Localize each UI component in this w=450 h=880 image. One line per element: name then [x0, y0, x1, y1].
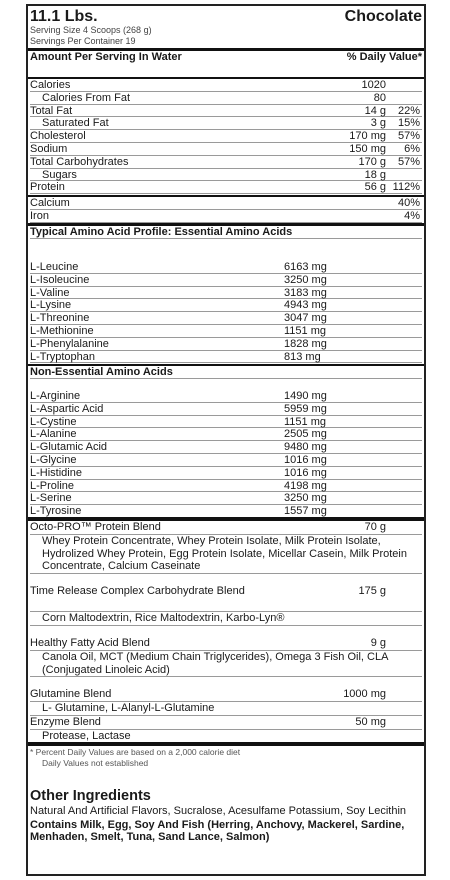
amino-acid-amount: 813 mg [284, 350, 321, 363]
amino-acid-row [30, 428, 422, 441]
nutrient-name: Protein [30, 181, 65, 194]
amino-acid-row [30, 351, 422, 364]
amino-acid-row [30, 299, 422, 312]
glutamine-blend [30, 688, 422, 716]
allergen-statement: Contains Milk, Egg, Soy And Fish (Herring, Anchovy, Mackerel, Sardine, Menhaden, Smelt, Tuna, Sand Lance, Salmon) [30, 818, 405, 843]
nutrient-amount: 1020 [361, 79, 386, 91]
amino-acid-name: L-Valine [30, 286, 70, 299]
amino-acid-amount: 4198 mg [284, 479, 327, 492]
nutrient-name: Sugars [42, 168, 77, 181]
essential-amino-rows [30, 261, 422, 363]
blend-ingredients: Whey Protein Concentrate, Whey Protein Isolate, Milk Protein Isolate, Hydrolized Whey Protein, Egg Protein Isolate, Micellar Casein, Milk Protein Concentrate, Calcium Caseinate [30, 535, 422, 574]
blend-title: Time Release Complex Carbohydrate Blend [30, 585, 245, 597]
amino-acid-name: L-Histidine [30, 466, 82, 479]
nutrient-daily-value: 57% [397, 130, 420, 143]
daily-value-header: % Daily Value* [346, 51, 422, 63]
amino-acid-row [30, 312, 422, 325]
nutrient-amount: 18 g [364, 168, 386, 181]
nutrient-row [30, 79, 422, 92]
amino-acid-amount: 1016 mg [284, 466, 327, 479]
nutrient-daily-value: 22% [397, 104, 420, 117]
amino-acid-name: L-Threonine [30, 312, 90, 325]
amino-acid-amount: 1828 mg [284, 337, 327, 350]
mineral-row [30, 210, 422, 223]
blend-title: Healthy Fatty Acid Blend [30, 637, 150, 649]
nutrient-amount: 56 g [364, 181, 386, 194]
amino-acid-amount: 1016 mg [284, 453, 327, 466]
amino-acid-row [30, 325, 422, 338]
enzyme-blend [30, 716, 422, 744]
amino-acid-row [30, 480, 422, 493]
nutrient-amount: 3 g [370, 117, 386, 130]
amino-acid-row [30, 403, 422, 416]
blend-amount: 9 g [370, 637, 386, 649]
nutrient-row [30, 143, 422, 156]
other-ingredients-title: Other Ingredients [30, 788, 151, 804]
amino-acid-row [30, 454, 422, 467]
nutrient-amount: 170 g [358, 155, 386, 168]
nutrient-row [30, 130, 422, 143]
essential-amino-title: Typical Amino Acid Profile: Essential Amino Acids [30, 226, 422, 239]
mineral-name: Calcium [30, 197, 70, 209]
amino-acid-name: L-Leucine [30, 261, 79, 273]
amino-acid-row [30, 274, 422, 287]
blend-amount: 175 g [358, 585, 386, 597]
mineral-rows [30, 197, 422, 223]
blend-amount: 70 g [364, 521, 386, 533]
amino-acid-amount: 1151 mg [284, 324, 326, 337]
blend-title: Enzyme Blend [30, 716, 101, 728]
amino-acid-name: L-Aspartic Acid [30, 402, 104, 415]
amino-acid-name: L-Serine [30, 492, 72, 505]
daily-value-footnote: * Percent Daily Values are based on a 2,000 calorie diet [30, 747, 241, 757]
amino-acid-amount: 1490 mg [284, 390, 327, 402]
column-headers [30, 51, 422, 64]
amino-acid-name: L-Glutamic Acid [30, 441, 108, 454]
blend-ingredients: L- Glutamine, L-Alanyl-L-Glutamine [30, 702, 422, 716]
net-weight: 11.1 Lbs. [30, 8, 98, 25]
amino-acid-amount: 4943 mg [284, 299, 327, 312]
serving-size: Serving Size 4 Scoops (268 g) [30, 25, 152, 35]
flavor-name: Chocolate [344, 8, 422, 25]
amino-acid-name: L-Tryptophan [30, 350, 96, 363]
other-ingredients [30, 788, 422, 844]
nutrient-row [30, 117, 422, 130]
amino-acid-amount: 3250 mg [284, 492, 327, 505]
footnotes [30, 747, 422, 769]
nutrient-rows [30, 79, 422, 194]
nutrient-name: Saturated Fat [42, 117, 109, 130]
nutrient-row [30, 181, 422, 194]
mineral-daily-value: 40% [397, 197, 420, 209]
amino-acid-amount: 3183 mg [284, 286, 327, 299]
fatty-acid-blend [30, 637, 422, 677]
octo-pro-blend [30, 521, 422, 574]
amino-acid-row [30, 416, 422, 429]
nutrient-name: Total Fat [30, 104, 73, 117]
blend-ingredients: Protease, Lactase [30, 730, 422, 744]
nonessential-amino-title: Non-Essential Amino Acids [30, 366, 422, 379]
servings-per-container: Servings Per Container 19 [30, 36, 136, 46]
amino-acid-row [30, 261, 422, 274]
label-header [30, 8, 422, 47]
mineral-row [30, 197, 422, 210]
amino-acid-row [30, 287, 422, 300]
nutrient-row [30, 156, 422, 169]
nonessential-amino-rows [30, 390, 422, 518]
mineral-daily-value: 4% [404, 209, 420, 222]
amino-acid-amount: 1151 mg [284, 415, 326, 428]
nutrient-daily-value: 112% [392, 181, 420, 194]
blend-amount: 50 mg [355, 716, 386, 728]
amino-acid-name: L-Lysine [30, 299, 72, 312]
amino-acid-name: L-Isoleucine [30, 273, 90, 286]
amino-acid-row [30, 492, 422, 505]
amino-acid-amount: 1557 mg [284, 505, 327, 518]
mineral-name: Iron [30, 209, 49, 222]
amino-acid-row [30, 390, 422, 403]
blend-amount: 1000 mg [343, 688, 386, 700]
amino-acid-name: L-Methionine [30, 324, 94, 337]
nutrient-amount: 170 mg [349, 130, 386, 143]
amino-acid-name: L-Tyrosine [30, 505, 82, 518]
not-established-footnote: Daily Values not established [42, 758, 149, 768]
blend-title: Octo-PRO™ Protein Blend [30, 521, 161, 533]
nutrient-row [30, 92, 422, 105]
thick-divider [28, 742, 424, 746]
amino-acid-row [30, 338, 422, 351]
amino-acid-name: L-Cystine [30, 415, 77, 428]
nutrient-name: Calories From Fat [42, 91, 131, 104]
amino-acid-name: L-Glycine [30, 453, 77, 466]
nutrient-name: Total Carbohydrates [30, 155, 129, 168]
amount-per-serving-header: Amount Per Serving In Water [30, 51, 182, 63]
nutrient-name: Cholesterol [30, 130, 86, 143]
amino-acid-amount: 6163 mg [284, 261, 327, 273]
amino-acid-row [30, 441, 422, 454]
blend-title: Glutamine Blend [30, 688, 112, 700]
nutrient-amount: 80 [373, 91, 386, 104]
amino-acid-amount: 5959 mg [284, 402, 327, 415]
nutrient-daily-value: 15% [397, 117, 420, 130]
nutrient-daily-value: 6% [404, 142, 420, 155]
nutrient-name: Sodium [30, 142, 68, 155]
amino-acid-name: L-Alanine [30, 428, 77, 441]
nutrient-row [30, 105, 422, 118]
amino-acid-row [30, 467, 422, 480]
blend-ingredients: Corn Maltodextrin, Rice Maltodextrin, Karbo-Lyn® [30, 612, 422, 626]
nutrient-daily-value: 57% [397, 155, 420, 168]
amino-acid-name: L-Proline [30, 479, 75, 492]
amino-acid-name: L-Arginine [30, 390, 81, 402]
nutrient-amount: 14 g [364, 104, 386, 117]
other-ingredients-text: Natural And Artificial Flavors, Sucralose, Acesulfame Potassium, Soy Lecithin [30, 805, 407, 817]
nutrient-amount: 150 mg [349, 142, 386, 155]
blend-ingredients: Canola Oil, MCT (Medium Chain Triglycerides), Omega 3 Fish Oil, CLA (Conjugated Linoleic Acid) [30, 651, 422, 677]
amino-acid-amount: 3250 mg [284, 273, 327, 286]
amino-acid-amount: 2505 mg [284, 428, 327, 441]
amino-acid-amount: 9480 mg [284, 441, 327, 454]
amino-acid-amount: 3047 mg [284, 312, 327, 325]
amino-acid-name: L-Phenylalanine [30, 337, 109, 350]
nutrient-row [30, 169, 422, 182]
nutrient-name: Calories [30, 79, 71, 91]
carbohydrate-blend [30, 585, 422, 626]
